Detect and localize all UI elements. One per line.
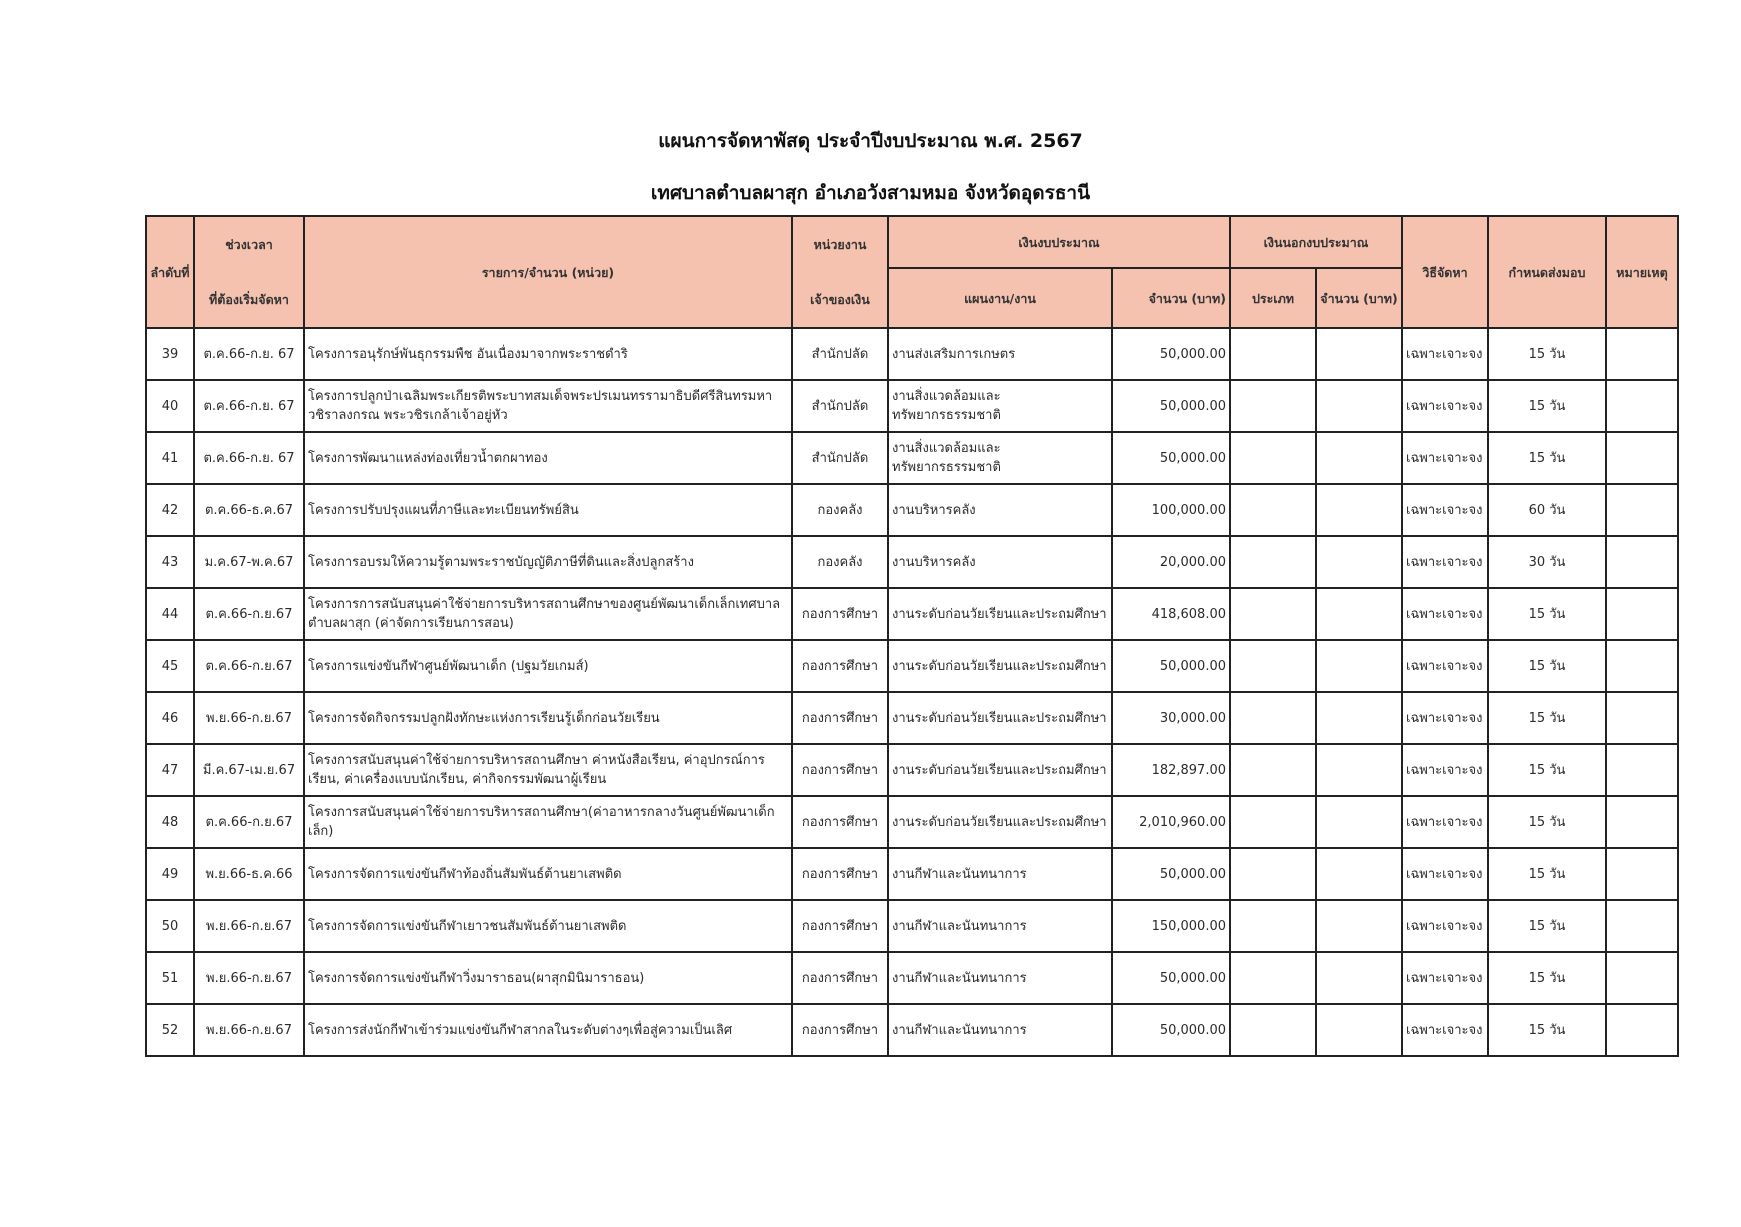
row-item: โครงการจัดการแข่งขันกีฬาท้องถิ่นสัมพันธ์ต้านยาเสพติด (304, 848, 792, 900)
row-plan: งานสิ่งแวดล้อมและทรัพยากรธรรมชาติ (888, 432, 1112, 484)
row-item: โครงการสนับสนุนค่าใช้จ่ายการบริหารสถานศึกษา ค่าหนังสือเรียน, ค่าอุปกรณ์การเรียน, ค่าเครื่องแบบนักเรียน, ค่ากิจกรรมพัฒนาผู้เรียน (304, 744, 792, 796)
row-delivery: 15 วัน (1488, 900, 1606, 952)
row-plan: งานกีฬาและนันทนาการ (888, 848, 1112, 900)
col-header-period-top: ช่วงเวลา (225, 237, 273, 252)
row-unit: กองคลัง (792, 536, 888, 588)
row-period: ต.ค.66-ก.ย.67 (194, 588, 304, 640)
row-delivery: 15 วัน (1488, 848, 1606, 900)
row-no: 46 (146, 692, 194, 744)
row-item: โครงการจัดการแข่งขันกีฬาวิ่งมาราธอน(ผาสุกมินิมาราธอน) (304, 952, 792, 1004)
row-method: เฉพาะเจาะจง (1402, 536, 1488, 588)
row-item: โครงการสนับสนุนค่าใช้จ่ายการบริหารสถานศึกษา(ค่าอาหารกลางวันศูนย์พัฒนาเด็กเล็ก) (304, 796, 792, 848)
row-period: ต.ค.66-ก.ย. 67 (194, 380, 304, 432)
col-header-remark: หมายเหตุ (1606, 216, 1678, 328)
row-amount: 30,000.00 (1112, 692, 1230, 744)
row-offbudget-amount (1316, 900, 1402, 952)
row-plan: งานส่งเสริมการเกษตร (888, 328, 1112, 380)
row-delivery: 15 วัน (1488, 432, 1606, 484)
row-amount: 50,000.00 (1112, 380, 1230, 432)
row-delivery: 15 วัน (1488, 380, 1606, 432)
row-amount: 50,000.00 (1112, 640, 1230, 692)
row-no: 45 (146, 640, 194, 692)
row-remark (1606, 848, 1678, 900)
row-item: โครงการปรับปรุงแผนที่ภาษีและทะเบียนทรัพย์สิน (304, 484, 792, 536)
row-no: 40 (146, 380, 194, 432)
row-method: เฉพาะเจาะจง (1402, 796, 1488, 848)
row-unit: กองการศึกษา (792, 692, 888, 744)
row-item: โครงการจัดกิจกรรมปลูกฝังทักษะแห่งการเรียนรู้เด็กก่อนวัยเรียน (304, 692, 792, 744)
row-offbudget-type (1230, 952, 1316, 1004)
row-remark (1606, 744, 1678, 796)
row-unit: สำนักปลัด (792, 328, 888, 380)
table-row (146, 380, 1678, 432)
row-no: 39 (146, 328, 194, 380)
row-remark (1606, 588, 1678, 640)
row-item: โครงการปลูกป่าเฉลิมพระเกียรติพระบาทสมเด็จพระปรเมนทรรามาธิบดีศรีสินทรมหาวชิราลงกรณ พระวชิรเกล้าเจ้าอยู่หัว (304, 380, 792, 432)
col-header-delivery: กำหนดส่งมอบ (1488, 216, 1606, 328)
row-offbudget-type (1230, 796, 1316, 848)
row-amount: 418,608.00 (1112, 588, 1230, 640)
col-header-budget-plan: แผนงาน/งาน (888, 268, 1112, 328)
row-offbudget-type (1230, 900, 1316, 952)
row-delivery: 15 วัน (1488, 640, 1606, 692)
table-row (146, 900, 1678, 952)
row-period: ต.ค.66-ก.ย. 67 (194, 432, 304, 484)
row-offbudget-type (1230, 536, 1316, 588)
row-no: 52 (146, 1004, 194, 1056)
row-delivery: 15 วัน (1488, 328, 1606, 380)
row-offbudget-type (1230, 640, 1316, 692)
col-header-unit-bottom: เจ้าของเงิน (810, 292, 870, 307)
row-amount: 150,000.00 (1112, 900, 1230, 952)
row-period: ต.ค.66-ธ.ค.67 (194, 484, 304, 536)
row-remark (1606, 692, 1678, 744)
row-plan: งานกีฬาและนันทนาการ (888, 952, 1112, 1004)
row-unit: กองการศึกษา (792, 640, 888, 692)
row-no: 43 (146, 536, 194, 588)
row-no: 42 (146, 484, 194, 536)
table-row (146, 848, 1678, 900)
row-unit: กองการศึกษา (792, 952, 888, 1004)
row-unit: กองการศึกษา (792, 744, 888, 796)
row-method: เฉพาะเจาะจง (1402, 1004, 1488, 1056)
col-header-budget-amount: จำนวน (บาท) (1112, 268, 1230, 328)
row-item: โครงการส่งนักกีฬาเข้าร่วมแข่งขันกีฬาสากลในระดับต่างๆเพื่อสู่ความเป็นเลิศ (304, 1004, 792, 1056)
row-delivery: 60 วัน (1488, 484, 1606, 536)
row-item: โครงการพัฒนาแหล่งท่องเที่ยวน้ำตกผาทอง (304, 432, 792, 484)
table-row (146, 328, 1678, 380)
row-item: โครงการแข่งขันกีฬาศูนย์พัฒนาเด็ก (ปฐมวัยเกมส์) (304, 640, 792, 692)
row-no: 41 (146, 432, 194, 484)
row-offbudget-type (1230, 432, 1316, 484)
row-unit: กองการศึกษา (792, 588, 888, 640)
table-row (146, 744, 1678, 796)
table-row (146, 536, 1678, 588)
col-header-offbudget: เงินนอกงบประมาณ (1230, 216, 1402, 268)
row-offbudget-amount (1316, 588, 1402, 640)
col-header-budget: เงินงบประมาณ (888, 216, 1230, 268)
row-offbudget-amount (1316, 536, 1402, 588)
row-remark (1606, 640, 1678, 692)
row-offbudget-type (1230, 588, 1316, 640)
row-method: เฉพาะเจาะจง (1402, 692, 1488, 744)
row-method: เฉพาะเจาะจง (1402, 640, 1488, 692)
row-offbudget-amount (1316, 692, 1402, 744)
row-unit: สำนักปลัด (792, 432, 888, 484)
row-method: เฉพาะเจาะจง (1402, 328, 1488, 380)
col-header-period (194, 216, 304, 328)
col-header-unit (792, 216, 888, 328)
row-period: มี.ค.67-เม.ย.67 (194, 744, 304, 796)
document-title: แผนการจัดหาพัสดุ ประจำปีงบประมาณ พ.ศ. 2567 (658, 130, 1083, 152)
table-row (146, 692, 1678, 744)
row-no: 48 (146, 796, 194, 848)
row-plan: งานกีฬาและนันทนาการ (888, 1004, 1112, 1056)
row-no: 51 (146, 952, 194, 1004)
col-header-item: รายการ/จำนวน (หน่วย) (304, 216, 792, 328)
row-method: เฉพาะเจาะจง (1402, 380, 1488, 432)
row-item: โครงการการสนับสนุนค่าใช้จ่ายการบริหารสถานศึกษาของศูนย์พัฒนาเด็กเล็กเทศบาลตำบลผาสุก (ค่าจัดการเรียนการสอน) (304, 588, 792, 640)
row-remark (1606, 432, 1678, 484)
row-plan: งานระดับก่อนวัยเรียนและประถมศึกษา (888, 796, 1112, 848)
table-row (146, 796, 1678, 848)
row-offbudget-amount (1316, 484, 1402, 536)
row-plan: งานระดับก่อนวัยเรียนและประถมศึกษา (888, 640, 1112, 692)
row-plan: งานระดับก่อนวัยเรียนและประถมศึกษา (888, 692, 1112, 744)
row-item: โครงการอบรมให้ความรู้ตามพระราชบัญญัติภาษีที่ดินและสิ่งปลูกสร้าง (304, 536, 792, 588)
row-plan: งานสิ่งแวดล้อมและทรัพยากรธรรมชาติ (888, 380, 1112, 432)
row-remark (1606, 1004, 1678, 1056)
row-remark (1606, 952, 1678, 1004)
row-amount: 20,000.00 (1112, 536, 1230, 588)
col-header-unit-top: หน่วยงาน (813, 237, 867, 252)
row-plan: งานบริหารคลัง (888, 536, 1112, 588)
row-method: เฉพาะเจาะจง (1402, 848, 1488, 900)
row-item: โครงการจัดการแข่งขันกีฬาเยาวชนสัมพันธ์ต้านยาเสพติด (304, 900, 792, 952)
row-unit: สำนักปลัด (792, 380, 888, 432)
row-unit: กองการศึกษา (792, 1004, 888, 1056)
row-delivery: 15 วัน (1488, 796, 1606, 848)
row-remark (1606, 536, 1678, 588)
row-amount: 50,000.00 (1112, 952, 1230, 1004)
document-subtitle: เทศบาลตำบลผาสุก อำเภอวังสามหมอ จังหวัดอุดรธานี (650, 182, 1091, 204)
row-period: ต.ค.66-ก.ย.67 (194, 796, 304, 848)
row-amount: 100,000.00 (1112, 484, 1230, 536)
row-unit: กองการศึกษา (792, 900, 888, 952)
col-header-offbudget-amount: จำนวน (บาท) (1316, 268, 1402, 328)
row-delivery: 15 วัน (1488, 692, 1606, 744)
row-delivery: 15 วัน (1488, 1004, 1606, 1056)
row-offbudget-type (1230, 744, 1316, 796)
row-offbudget-amount (1316, 432, 1402, 484)
row-no: 49 (146, 848, 194, 900)
procurement-plan-table (145, 215, 1679, 1057)
col-header-offbudget-type: ประเภท (1230, 268, 1316, 328)
table-row (146, 484, 1678, 536)
row-offbudget-type (1230, 848, 1316, 900)
row-period: ต.ค.66-ก.ย. 67 (194, 328, 304, 380)
row-offbudget-amount (1316, 640, 1402, 692)
row-period: พ.ย.66-ก.ย.67 (194, 692, 304, 744)
col-header-no: ลำดับที่ (146, 216, 194, 328)
row-amount: 50,000.00 (1112, 848, 1230, 900)
row-amount: 2,010,960.00 (1112, 796, 1230, 848)
row-remark (1606, 796, 1678, 848)
row-method: เฉพาะเจาะจง (1402, 588, 1488, 640)
row-offbudget-type (1230, 328, 1316, 380)
row-no: 50 (146, 900, 194, 952)
row-remark (1606, 380, 1678, 432)
row-amount: 50,000.00 (1112, 328, 1230, 380)
row-period: พ.ย.66-ก.ย.67 (194, 900, 304, 952)
row-offbudget-amount (1316, 744, 1402, 796)
row-offbudget-amount (1316, 380, 1402, 432)
row-plan: งานระดับก่อนวัยเรียนและประถมศึกษา (888, 744, 1112, 796)
row-offbudget-type (1230, 692, 1316, 744)
table-row (146, 1004, 1678, 1056)
row-plan: งานกีฬาและนันทนาการ (888, 900, 1112, 952)
col-header-period-bottom: ที่ต้องเริ่มจัดหา (209, 292, 289, 307)
row-amount: 50,000.00 (1112, 1004, 1230, 1056)
row-offbudget-amount (1316, 1004, 1402, 1056)
row-period: พ.ย.66-ก.ย.67 (194, 952, 304, 1004)
row-item: โครงการอนุรักษ์พันธุกรรมพืช อันเนื่องมาจากพระราชดำริ (304, 328, 792, 380)
row-plan: งานบริหารคลัง (888, 484, 1112, 536)
row-unit: กองการศึกษา (792, 796, 888, 848)
row-offbudget-amount (1316, 328, 1402, 380)
row-amount: 182,897.00 (1112, 744, 1230, 796)
row-method: เฉพาะเจาะจง (1402, 432, 1488, 484)
row-offbudget-amount (1316, 796, 1402, 848)
col-header-method: วิธีจัดหา (1402, 216, 1488, 328)
row-offbudget-type (1230, 380, 1316, 432)
row-offbudget-type (1230, 1004, 1316, 1056)
row-offbudget-type (1230, 484, 1316, 536)
row-period: ต.ค.66-ก.ย.67 (194, 640, 304, 692)
row-offbudget-amount (1316, 952, 1402, 1004)
row-method: เฉพาะเจาะจง (1402, 900, 1488, 952)
row-delivery: 15 วัน (1488, 744, 1606, 796)
row-period: พ.ย.66-ก.ย.67 (194, 1004, 304, 1056)
table-row (146, 432, 1678, 484)
row-method: เฉพาะเจาะจง (1402, 484, 1488, 536)
row-method: เฉพาะเจาะจง (1402, 744, 1488, 796)
row-unit: กองการศึกษา (792, 848, 888, 900)
row-delivery: 15 วัน (1488, 588, 1606, 640)
row-remark (1606, 484, 1678, 536)
row-period: พ.ย.66-ธ.ค.66 (194, 848, 304, 900)
row-delivery: 30 วัน (1488, 536, 1606, 588)
row-offbudget-amount (1316, 848, 1402, 900)
row-remark (1606, 900, 1678, 952)
row-amount: 50,000.00 (1112, 432, 1230, 484)
table-row (146, 952, 1678, 1004)
row-remark (1606, 328, 1678, 380)
row-plan: งานระดับก่อนวัยเรียนและประถมศึกษา (888, 588, 1112, 640)
row-period: ม.ค.67-พ.ค.67 (194, 536, 304, 588)
row-no: 47 (146, 744, 194, 796)
table-row (146, 640, 1678, 692)
row-unit: กองคลัง (792, 484, 888, 536)
table-row (146, 588, 1678, 640)
row-no: 44 (146, 588, 194, 640)
row-delivery: 15 วัน (1488, 952, 1606, 1004)
row-method: เฉพาะเจาะจง (1402, 952, 1488, 1004)
